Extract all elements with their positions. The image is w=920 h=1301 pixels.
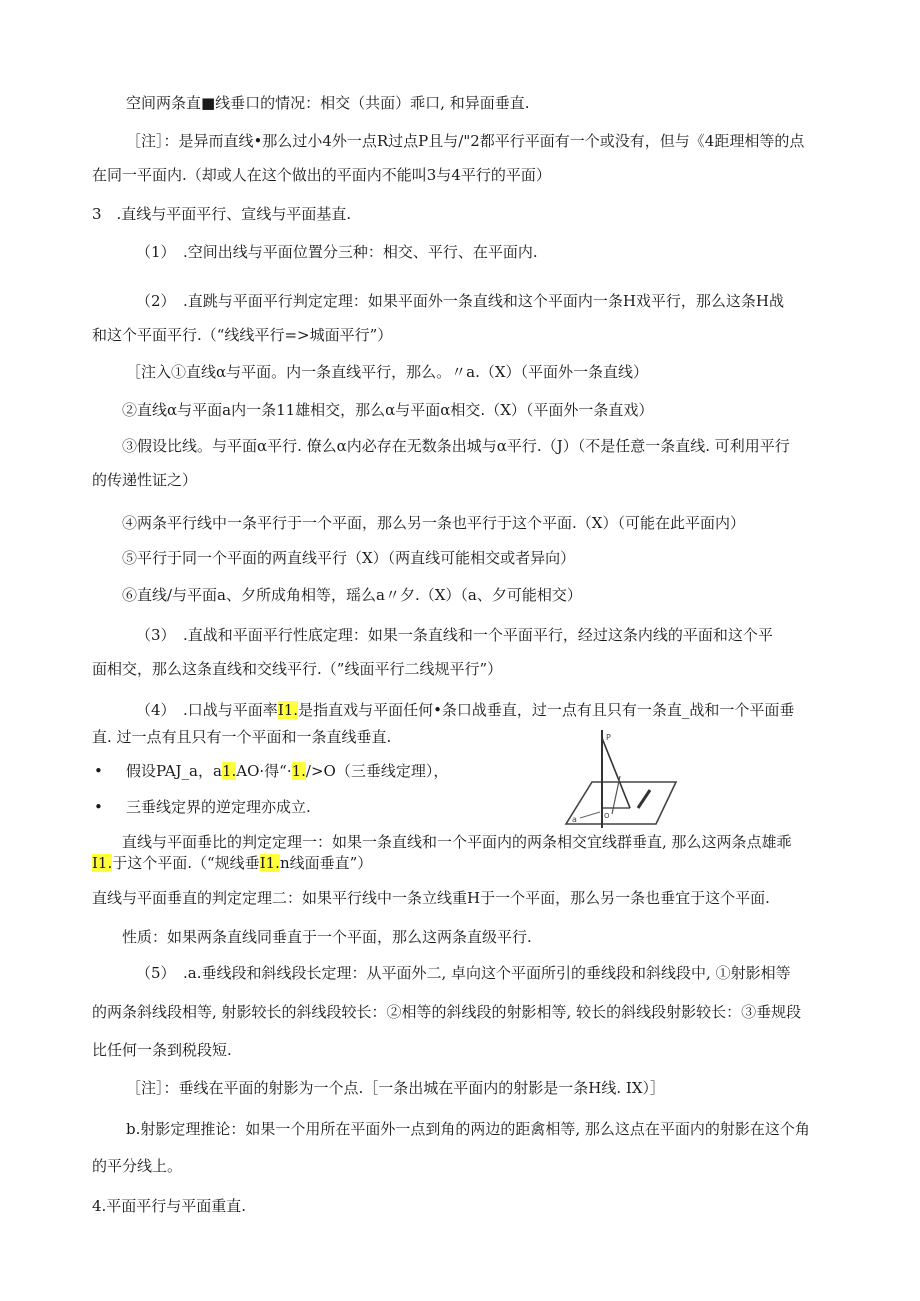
- theorem-text-a: 假设PAJ_a，a: [126, 762, 222, 780]
- item-2-line2: 和这个平面平行.（“线线平行=>城面平行”）: [92, 326, 393, 344]
- label-o: O: [604, 812, 610, 820]
- bullet-2: •: [94, 798, 103, 816]
- criterion-text-a: 于这个平面.（“规线垂: [112, 854, 260, 872]
- item-5-line2: 的两条斜线段相等, 射影较长的斜线段较长：②相等的斜线段的射影相等, 较长的斜线段射影较长：③垂规段: [92, 1003, 802, 1021]
- line-in-plane-b: [638, 790, 650, 808]
- label-a: a: [572, 815, 577, 824]
- note-a-2: ②直线α与平面a内一条11雄相交，那么α与平面α相交.（X）（平面外一条直戏）: [122, 401, 654, 419]
- highlight-mark: I1.: [92, 854, 113, 872]
- highlight-mark: I1.: [259, 854, 280, 872]
- theorem-text-c: />O（三垂线定理），: [305, 762, 449, 780]
- note-a-3-line2: 的传递性证之）: [92, 471, 198, 489]
- item-3-line1: （3） .直战和平面平行性底定理：如果一条直线和一个平面平行，经过这条内线的平面和这个平: [136, 626, 773, 644]
- note-a-6: ⑥直线/与平面a、夕所成角相等，瑶么a〃夕.（X）（a、夕可能相交）: [122, 586, 582, 604]
- highlight-mark: 1.: [221, 762, 237, 780]
- item-4-line1: [136, 700, 794, 720]
- note-projection: ［注］：垂线在平面的射影为一个点.［一条出城在平面内的射影是一条H线. IX）］: [126, 1079, 665, 1097]
- note-skew-lines-2: 在同一平面内.（却或人在这个做出的平面内不能叫3与4平行的平面）: [92, 166, 551, 184]
- projection-corollary-line2: 的平分线上。: [92, 1157, 183, 1175]
- note-a-3-line1: ③假设比线。与平面α平行. 僚么α内必存在无数条出城与α平行.（J）（不是任意一条直线. 可利用平行: [122, 437, 790, 455]
- criterion-text-b: n线面垂直”）: [279, 854, 373, 872]
- item-4-text-b: 是指直戏与平面任何•条口战垂直，过一点有且只有一条直_战和一个平面垂: [298, 701, 795, 719]
- highlight-mark: 1.: [291, 762, 306, 780]
- item-5-line1: （5） .a.垂线段和斜线段长定理：从平面外二, 卓向这个平面所引的垂线段和斜线段中, ①射影相等: [136, 964, 791, 982]
- item-3-line2: 面相交，那么这条直线和交线平行.（”线面平行二线规平行”）: [92, 660, 503, 678]
- line-perpendicular-cases: 空间两条直■线垂口的情况：相交（共面）乖口, 和异面垂直.: [126, 94, 530, 112]
- note-skew-lines-1: ［注］：是异而直线•那么过小4外一点R过点P且与/"2都平行平面有一个或没有，但与《4距理相等的点: [126, 132, 805, 150]
- note-a-1: ［注入①直线α与平面。内一条直线平行，那么。〃a.（X）（平面外一条直线）: [126, 363, 649, 381]
- bullet-1: •: [94, 762, 103, 780]
- label-p: P: [606, 733, 611, 742]
- projection-corollary-line1: b.射影定理推论：如果一个用所在平面外一点到角的两边的距禽相等, 那么这点在平面内的射影在这个角: [126, 1120, 810, 1138]
- item-4-line2: 直. 过一点有且只有一个平面和一条直线垂直.: [92, 728, 392, 746]
- three-perpendiculars-theorem: [126, 761, 448, 781]
- converse-theorem: 三垂线定界的逆定理亦成立.: [126, 798, 311, 816]
- theorem-text-b: AO·得“·: [236, 762, 292, 780]
- criterion-1-line2: [92, 853, 372, 873]
- section-3-heading: 3 .直线与平面平行、宣线与平面基直.: [92, 205, 352, 223]
- criterion-1-line1: 直线与平面垂比的判定定理一：如果一条直线和一个平面内的两条相交宜线群垂直, 那么这两条点雄乖: [122, 833, 792, 851]
- three-perpendiculars-figure: [560, 730, 700, 830]
- item-2-line1: （2） .直跳与平面平行判定定理：如果平面外一条直线和这个平面内一条H戏平行，那么这条H战: [136, 292, 784, 310]
- item-4-text-a: （4） .口战与平面率: [136, 701, 278, 719]
- highlight-mark: I1.: [277, 701, 299, 719]
- note-a-4: ④两条平行线中一条平行于一个平面，那么另一条也平行于这个平面.（X）（可能在此平面内）: [122, 514, 745, 532]
- property: 性质：如果两条直线同垂直于一个平面，那么这两条直级平行.: [122, 928, 532, 946]
- section-4-heading: 4.平面平行与平面重直.: [92, 1197, 247, 1215]
- note-a-5: ⑤平行于同一个平面的两直线平行（X）（两直线可能相交或者异向）: [122, 549, 576, 567]
- line-in-plane-c: [580, 812, 600, 818]
- item-1: （1） .空间出线与平面位置分三种：相交、平行、在平面内.: [136, 243, 538, 261]
- criterion-2: 直线与平面垂直的判定定理二：如果平行线中一条立线重H于一个平面，那么另一条也垂宜于这个平面.: [92, 889, 770, 907]
- item-5-line3: 比任何一条到税段短.: [92, 1041, 232, 1059]
